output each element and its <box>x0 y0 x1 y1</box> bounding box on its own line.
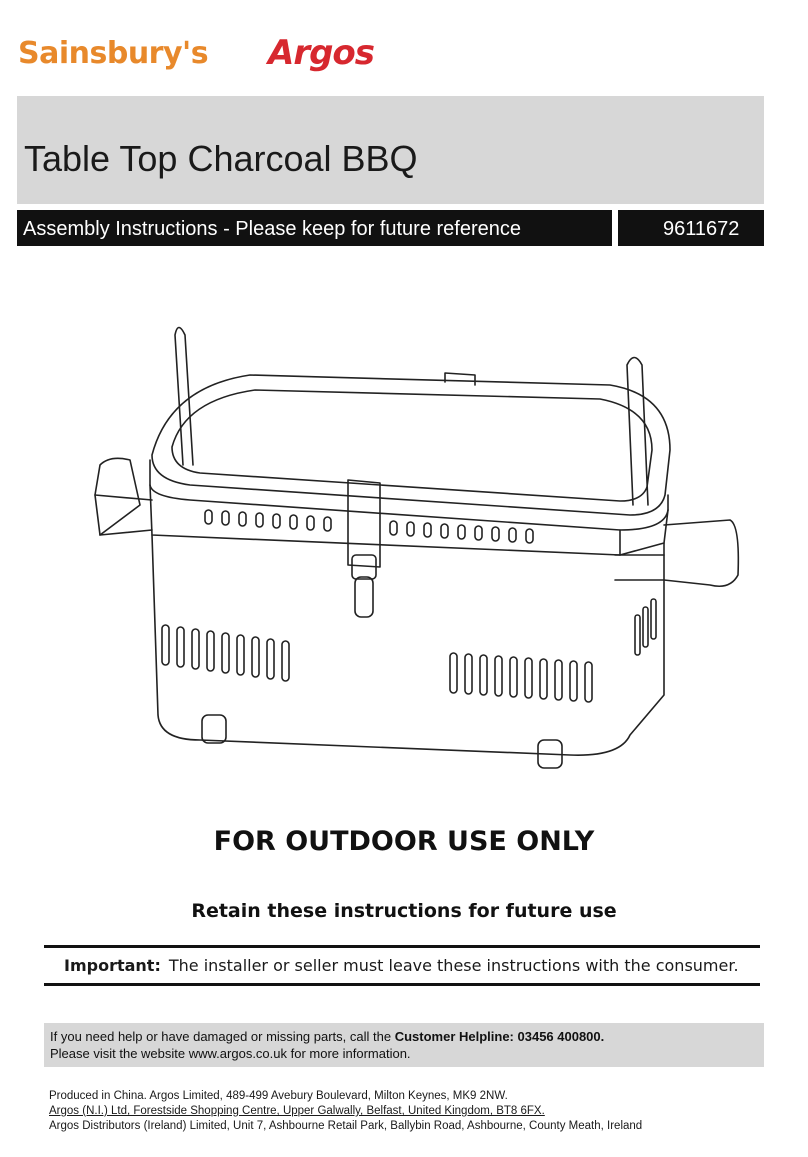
product-number: 9611672 <box>618 210 764 246</box>
argos-logo: Argos <box>268 33 375 73</box>
help-line-1 <box>50 1028 758 1045</box>
retain-notice: Retain these instructions for future use <box>191 900 617 922</box>
help-line-1-prefix: If you need help or have damaged or missing parts, call the <box>50 1029 395 1044</box>
sainsburys-logo: Sainsbury's <box>18 36 209 71</box>
important-text: The installer or seller must leave these instructions with the consumer. <box>168 956 739 975</box>
side-vents <box>635 599 656 655</box>
page-title: Table Top Charcoal BBQ <box>24 138 418 179</box>
lower-vents-left <box>162 625 289 681</box>
footer-line-3: Argos Distributors (Ireland) Limited, Unit 7, Ashbourne Retail Park, Ballybin Road, Ashbourne, County Meath, Ireland <box>49 1120 643 1132</box>
help-line-2: Please visit the website www.argos.co.uk for more information. <box>50 1046 411 1061</box>
important-notice <box>44 945 760 986</box>
customer-helpline: Customer Helpline: 03456 400800. <box>394 1029 605 1044</box>
bbq-illustration <box>90 315 750 775</box>
footer-line-1: Produced in China. Argos Limited, 489-499 Avebury Boulevard, Milton Keynes, MK9 2NW. <box>49 1090 508 1102</box>
footer-addresses <box>49 1089 642 1134</box>
help-box <box>44 1023 764 1067</box>
footer-line-2: Argos (N.I.) Ltd, Forestside Shopping Centre, Upper Galwally, Belfast, United Kingdom, BT8 6FX. <box>49 1105 545 1117</box>
important-label: Important: <box>64 956 161 975</box>
outdoor-use-warning: FOR OUTDOOR USE ONLY <box>213 826 595 857</box>
upper-vents <box>205 510 533 543</box>
lower-vents-right <box>450 653 592 702</box>
subtitle-bar: Assembly Instructions - Please keep for future reference <box>17 210 612 246</box>
